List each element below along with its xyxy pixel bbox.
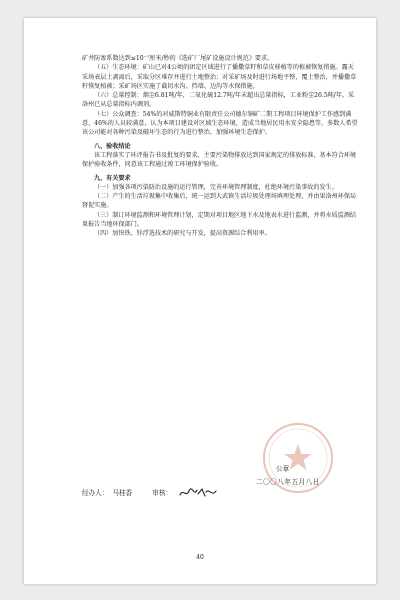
issue-date: 二〇〇八年五月八日 (256, 478, 320, 486)
paragraph-public-survey: （七）公众调查：54%的对威斯特铜业有限责任公司德尔铜矿二期工程项目环境保护工作感到满意，46%的人员较满意，认为本项目建设对区域生态环境，造成当地居民用水安全隐患等，多数人希望该公司能对各种污染及破坏生态的行为进行整治，加强环境生态保护。 (82, 110, 358, 137)
seal-label: 公章 (276, 465, 290, 473)
requirement-item: （一）加强各项污染防治设施的运行管理，完善环境管理制度，杜绝环境污染事故的发生。 (94, 183, 338, 191)
document-body (82, 54, 358, 239)
paragraph-ecology: （五）生态环境：矿山已对4公顷的团定区域进行了播撒草籽和草皮移植等的植被恢复措施。露天采场表层土剥离后，采取分区堆存并进行土地整治；对采矿场及时进行场地平整、覆土整治，并播撒草籽恢复植被；采矿场区实施了截切水沟、挡墙、边沟等水保措施。 (82, 64, 357, 90)
requirement-item: （二）产生的生活垃圾集中收集后，统一运到大武镇生活垃圾处理场填埋处理，并由果洛州环保局督促实施。 (82, 193, 357, 210)
paragraph-conclusion: 该工程落实了环评报告书及批复的要求，主要污染物排放达到国家规定的排放标准，基本符合环境保护验收条件，同意该工程通过竣工环境保护验收。 (82, 151, 357, 169)
requirement-item: （三）制订环境监测和环境管理计划，定期对项目地区地下水及地表水进行监测，并将水质监测结果报告当地环保部门。 (82, 211, 357, 229)
heading-conclusion: 八、验收结论 (94, 142, 131, 150)
heading-requirements: 九、有关要求 (94, 174, 131, 182)
reviewer-label: 审核： (152, 489, 173, 497)
handler-label: 经办人： (82, 489, 109, 497)
page-number: 40 (196, 554, 204, 561)
handler-name: 马桂香 (112, 489, 133, 497)
paragraph-standard: 矿井防渗系数达到≤10⁻⁷厘米/秒的《选矿厂尾矿设施设计规范》要求。 (82, 55, 274, 62)
document-page (24, 18, 376, 584)
paragraph-total-control: （六）总量控制：烟尘6.81吨/年，二氧化硫12.7吨/年未超出总量指标，工业粉尘26.5吨/年，采洛州已从总量指标内调剂。 (82, 92, 355, 109)
requirement-item: （四）加快铁、锌浮选技术的研究与开发，提高资源综合利用率。 (94, 230, 271, 238)
reviewer-signature-icon (178, 486, 218, 500)
signature-row (82, 486, 282, 500)
